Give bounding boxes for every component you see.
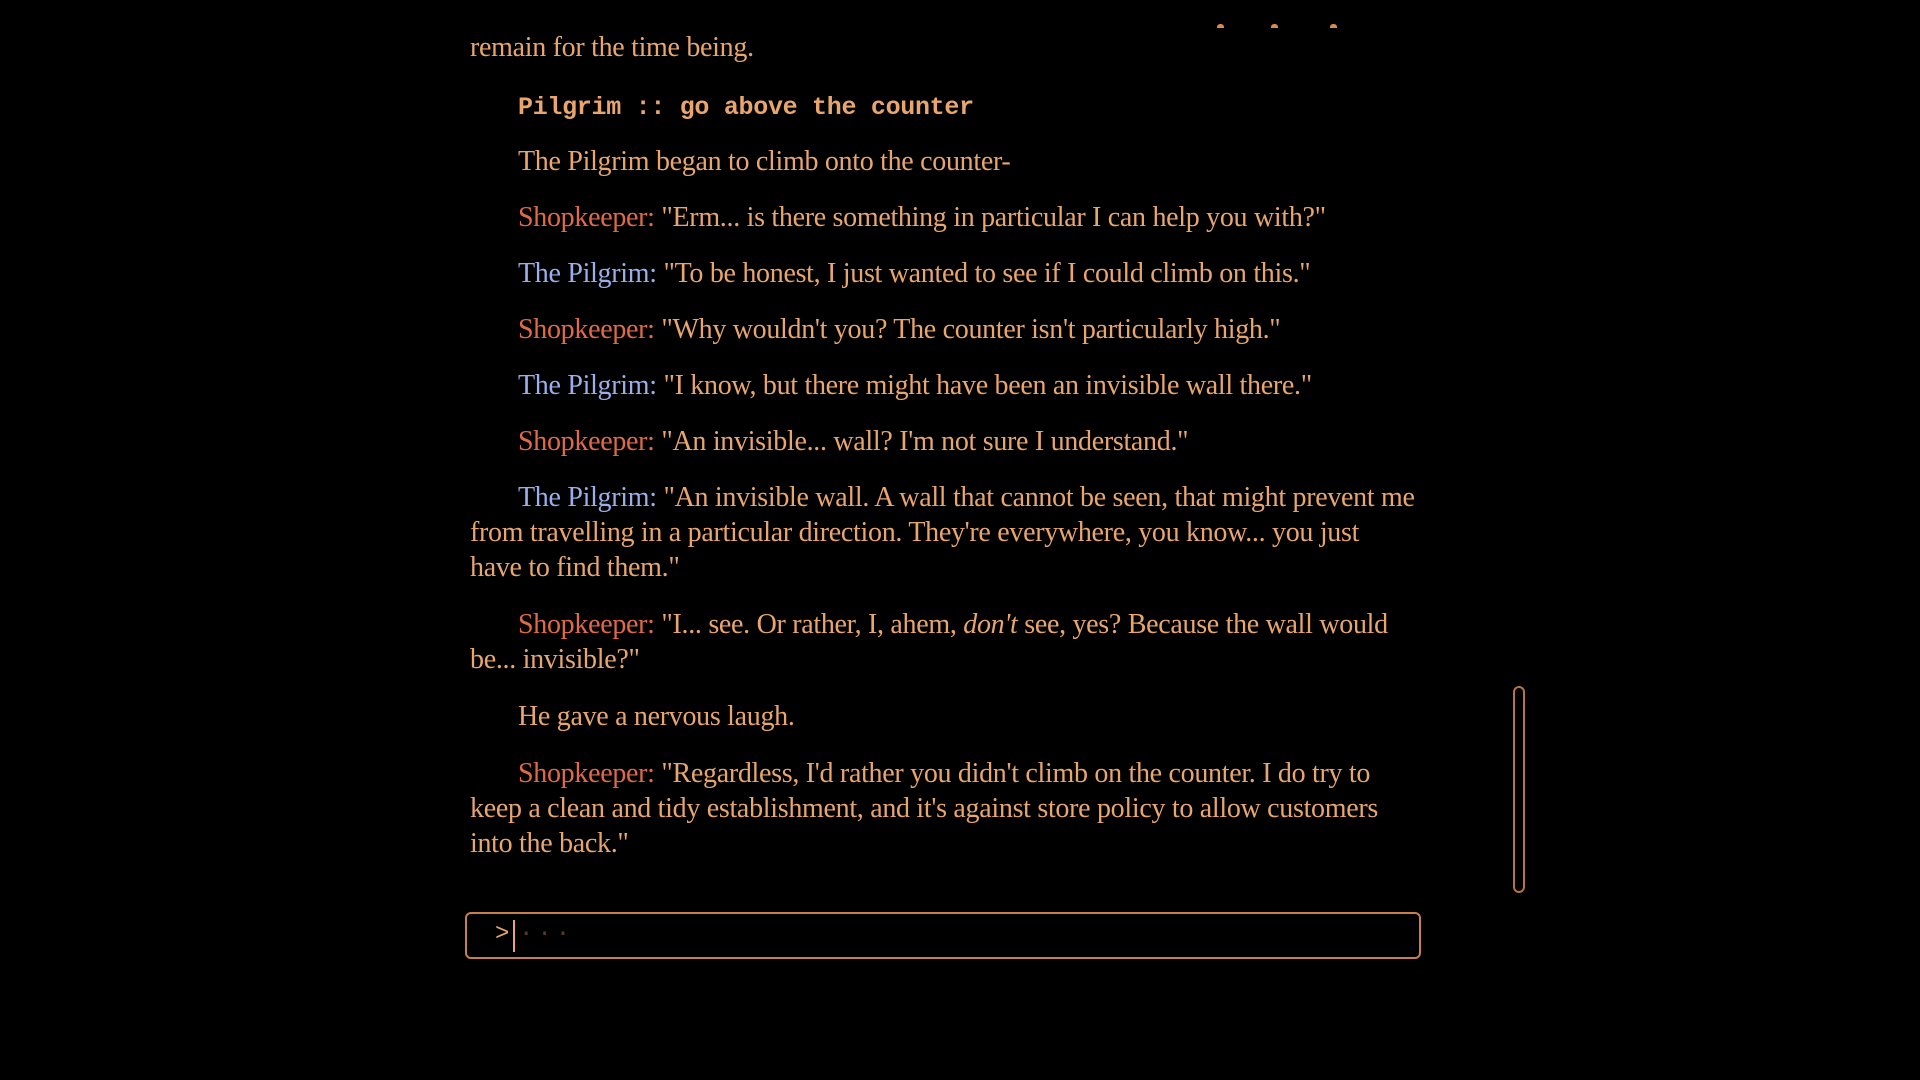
narration-text: The Pilgrim began to climb onto the counter-	[518, 146, 1011, 177]
speaker-shopkeeper: Shopkeeper:	[518, 314, 655, 345]
dialogue-line	[470, 424, 1416, 459]
dialogue-line	[470, 480, 1416, 585]
dialogue-line	[470, 756, 1416, 861]
dialogue-line	[470, 200, 1416, 235]
speaker-pilgrim: The Pilgrim:	[518, 258, 657, 289]
command-text: go above the counter	[679, 93, 974, 122]
speaker-pilgrim: The Pilgrim:	[518, 482, 657, 513]
dialogue-line	[470, 607, 1416, 677]
dialogue-text: "To be honest, I just wanted to see if I could climb on this."	[663, 258, 1311, 289]
dialogue-text: "I know, but there might have been an invisible wall there."	[663, 370, 1312, 401]
command-input[interactable]	[465, 912, 1421, 959]
input-placeholder: ...	[519, 916, 575, 943]
speaker-shopkeeper: Shopkeeper:	[518, 426, 655, 457]
dialogue-line	[470, 256, 1416, 291]
dialogue-text: "I... see. Or rather, I, ahem,	[661, 609, 964, 640]
prompt-chevron-icon: >	[495, 921, 510, 948]
command-actor: Pilgrim	[518, 93, 621, 122]
dialogue-text: "An invisible wall. A wall that cannot be seen, that might prevent me from travelling in a particular direction. They're everywhere, you know... you just have to find them."	[470, 482, 1415, 583]
narration-text: He gave a nervous laugh.	[518, 701, 795, 732]
speaker-shopkeeper: Shopkeeper:	[518, 758, 655, 789]
dialogue-text: "Erm... is there something in particular I can help you with?"	[661, 202, 1326, 233]
speaker-shopkeeper: Shopkeeper:	[518, 202, 655, 233]
speaker-pilgrim: The Pilgrim:	[518, 370, 657, 401]
dialogue-emphasis: don't	[963, 609, 1018, 640]
narration-text: remain for the time being.	[470, 32, 754, 63]
text-caret	[513, 920, 515, 952]
speaker-shopkeeper: Shopkeeper:	[518, 609, 655, 640]
dialogue-line	[470, 368, 1416, 403]
command-separator: ::	[635, 93, 666, 122]
dialogue-text: see, yes? Because the wall would be... invisible?"	[470, 609, 1388, 675]
story-log	[470, 0, 1416, 880]
command-echo	[470, 88, 1416, 125]
log-scrollbar[interactable]	[1513, 686, 1525, 893]
dialogue-text: "Why wouldn't you? The counter isn't particularly high."	[661, 314, 1281, 345]
dialogue-line	[470, 312, 1416, 347]
dialogue-text: "Regardless, I'd rather you didn't climb on the counter. I do try to keep a clean and tidy establishment, and it's against store policy to allow customers into the back."	[470, 758, 1378, 859]
dialogue-text: "An invisible... wall? I'm not sure I understand."	[661, 426, 1189, 457]
